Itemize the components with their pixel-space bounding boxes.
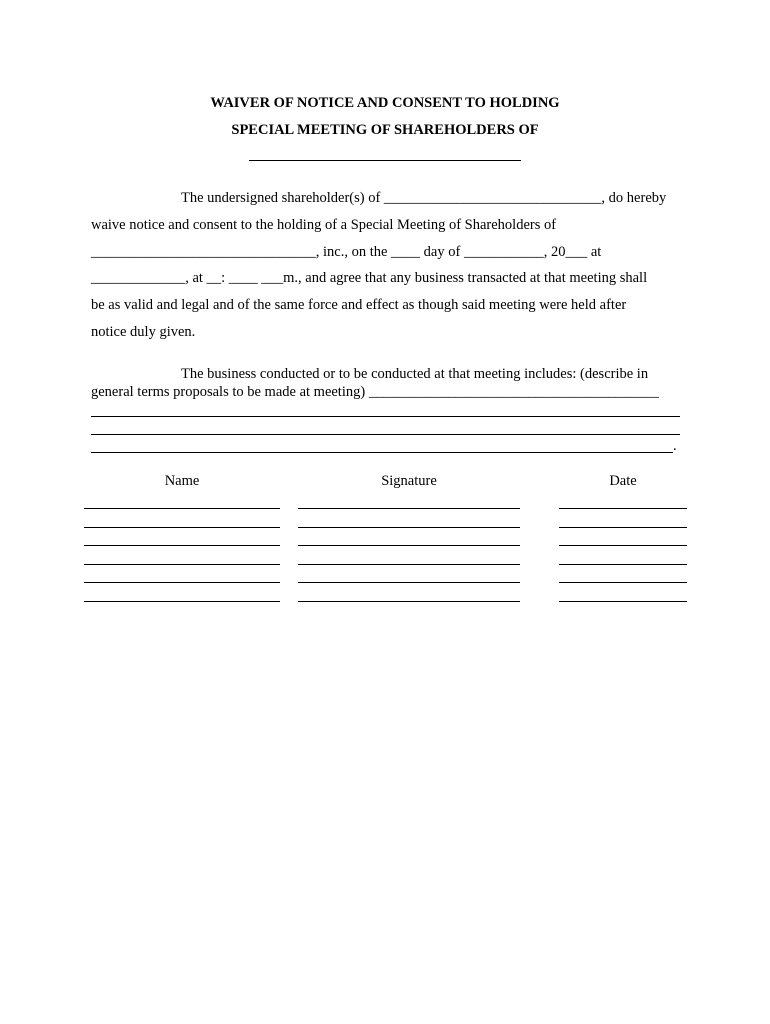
paragraph2-line2: general terms proposals to be made at meeting) ________________________________________ <box>91 384 659 400</box>
date-blank[interactable] <box>559 582 687 583</box>
paragraph1-line2: waive notice and consent to the holding of a Special Meeting of Shareholders of <box>91 217 557 233</box>
name-blank[interactable] <box>84 527 280 528</box>
signature-blank[interactable] <box>298 508 520 509</box>
name-blank[interactable] <box>84 508 280 509</box>
date-blank[interactable] <box>559 601 687 602</box>
paragraph1-line6: notice duly given. <box>91 324 196 340</box>
proposals-blank-line[interactable] <box>91 452 673 453</box>
column-header-name: Name <box>164 473 200 489</box>
name-blank[interactable] <box>84 564 280 565</box>
paragraph1-line5: be as valid and legal and of the same force and effect as though said meeting were held after <box>91 297 627 313</box>
proposals-blank-line[interactable] <box>91 416 680 417</box>
column-header-signature: Signature <box>381 473 437 489</box>
paragraph1-line1: The undersigned shareholder(s) of ______________________________, do hereby <box>181 190 667 206</box>
signature-blank[interactable] <box>298 564 520 565</box>
proposals-end-period: . <box>673 438 677 454</box>
date-blank[interactable] <box>559 564 687 565</box>
paragraph1-line3: _______________________________, inc., on the ____ day of ___________, 20___ at <box>91 244 602 260</box>
name-blank[interactable] <box>84 582 280 583</box>
paragraph1-line4: _____________, at __: ____ ___m., and agree that any business transacted at that meeting shall <box>91 270 648 286</box>
name-blank[interactable] <box>84 545 280 546</box>
name-blank[interactable] <box>84 601 280 602</box>
column-header-date: Date <box>609 473 637 489</box>
proposals-blank-line[interactable] <box>91 434 680 435</box>
signature-blank[interactable] <box>298 582 520 583</box>
signature-blank[interactable] <box>298 545 520 546</box>
document-title-line-1: WAIVER OF NOTICE AND CONSENT TO HOLDING <box>210 95 560 111</box>
signature-blank[interactable] <box>298 601 520 602</box>
company-name-blank[interactable] <box>249 160 521 161</box>
date-blank[interactable] <box>559 545 687 546</box>
date-blank[interactable] <box>559 508 687 509</box>
signature-blank[interactable] <box>298 527 520 528</box>
paragraph2-line1: The business conducted or to be conducted at that meeting includes: (describe in <box>181 366 649 382</box>
document-title-line-2: SPECIAL MEETING OF SHAREHOLDERS OF <box>231 122 539 138</box>
date-blank[interactable] <box>559 527 687 528</box>
